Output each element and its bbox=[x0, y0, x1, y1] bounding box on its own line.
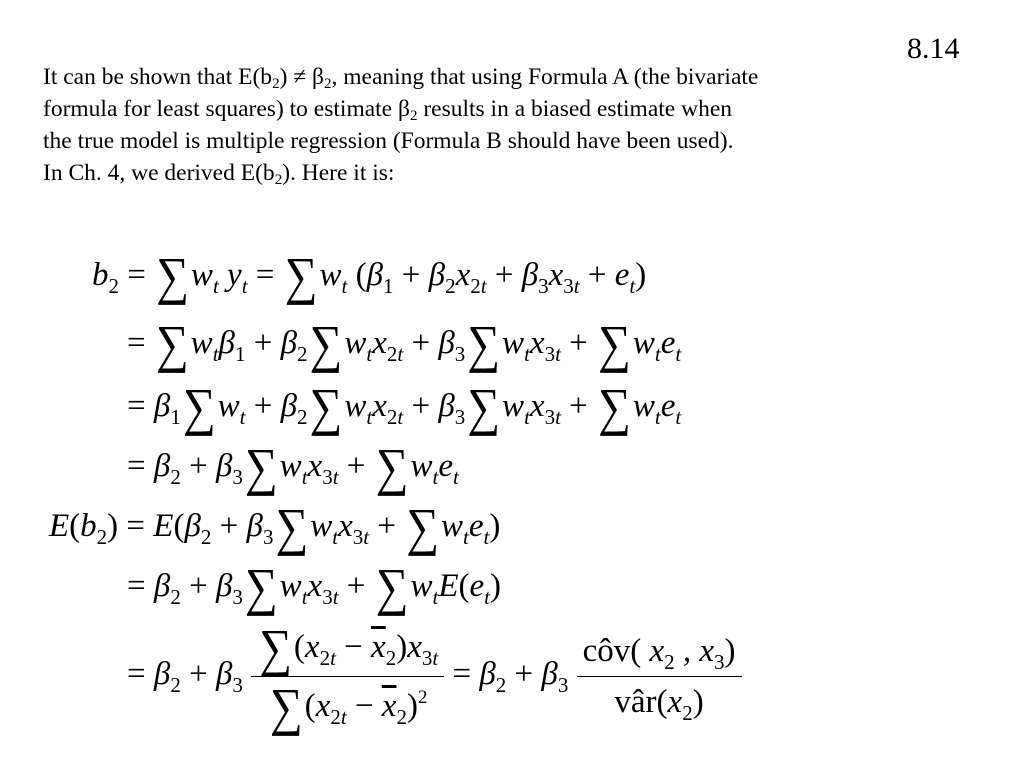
equation-line-3: = $\beta_1\sum w_t + \beta_2\sum w_tx_{2t} + \beta_3\sum w_tx_{3t} + \sum w_te_t$ bbox=[127, 377, 682, 436]
slide-number: 8.14 bbox=[907, 32, 960, 65]
paragraph-line-3: the true model is multiple regression (Formula B should have been used). bbox=[43, 128, 734, 154]
paragraph-line-1: It can be shown that $E(b_2) \ne \beta_2$, meaning that using Formula A (the bivariate bbox=[43, 64, 759, 92]
equation-line-7: = $\beta_2 + \beta_3$ $\frac{\sum(x_{2t} - \overline{x}_2)x_{3t}}{\sum(x_{2t} - \overline{x}_2)^2}$ = $\beta_2 + \beta_3$ $\frac{côv( x_2 , x_3)}{vâr(x_2)}$ bbox=[127, 623, 742, 730]
sample-covariance-fraction: $\frac{\sum(x_{2t} - \overline{x}_2)x_{3t}}{\sum(x_{2t} - \overline{x}_2)^2}$ bbox=[251, 623, 444, 730]
cov-over-var-fraction: $\frac{côv( x_2 , x_3)}{vâr(x_2)}$ bbox=[577, 631, 742, 722]
equation-line-6: = $\beta_2 + \beta_3\sum w_tx_{3t} + \sum w_tE(e_t)$ bbox=[127, 557, 501, 616]
equation-line-5: $E(b_2) = E(\beta_2 + \beta_3\sum w_tx_{3t} + \sum w_te_t)$ bbox=[49, 497, 501, 556]
intro-paragraph bbox=[43, 61, 923, 189]
equation-line-2: = $\sum w_t\beta_1 + \beta_2\sum w_tx_{2t} + \beta_3\sum w_tx_{3t} + \sum w_te_t$ bbox=[127, 314, 682, 373]
paragraph-line-4: In Ch. 4, we derived $E(b_2)$. Here it is: bbox=[43, 160, 395, 188]
equation-line-4: = $\beta_2 + \beta_3\sum w_tx_{3t} + \sum w_te_t$ bbox=[127, 437, 459, 496]
equation-line-1: $b_2 = \sum w_t$ $y_t = \sum w_t$ $(\beta_1 + \beta_2x_{2t} + \beta_3x_{3t} + e_t)$ bbox=[92, 246, 647, 305]
paragraph-line-2: formula for least squares) to estimate $\beta_2$ results in a biased estimate when bbox=[43, 96, 733, 124]
